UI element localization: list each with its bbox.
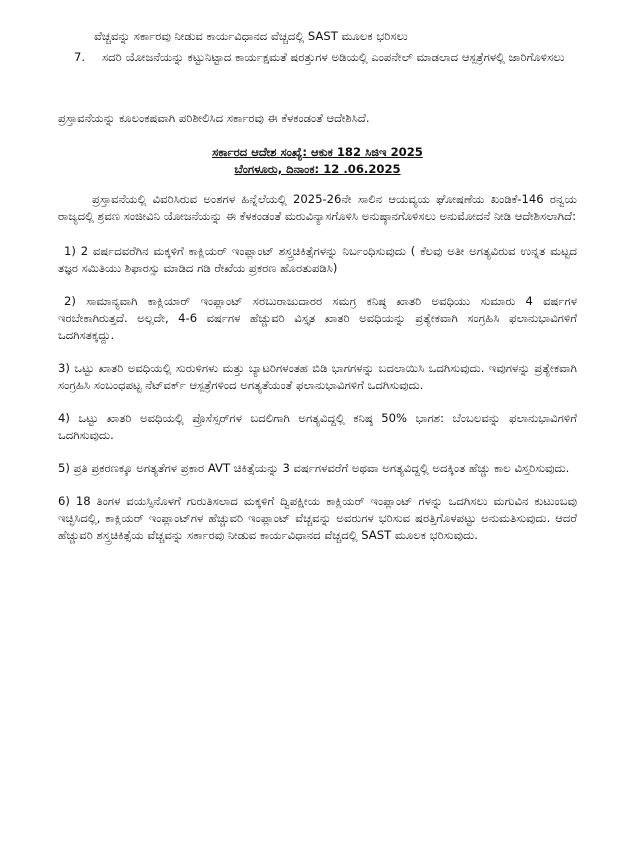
order-point-3: 3) ಒಟ್ಟು ಖಾತರಿ ಅವಧಿಯಲ್ಲಿ ಸುರುಳಿಗಳು ಮತ್ತು ಬ್ಯಾಟರಿಗಳಂತಹ ಬಿಡಿ ಭಾಗಗಳನ್ನು ಬದಲಾಯಿಸಿ ಒದಗಿಸುವುದು. ಇವುಗಳನ್ನು ಪ್ರತ್ಯೇಕವಾಗಿ ಸಂಗ್ರಹಿಸಿ ಸಂಬಂಧಪಟ್ಟ ನೆಟ್‌ವರ್ಕ್ ಆಸ್ಪತ್ರೆಗಳಿಂದ ಅಗತ್ಯತೆಯಂತೆ ಫಲಾನುಭಾವಿಗಳಿಗೆ ಒದಗಿಸುವುದು. — [58, 361, 577, 392]
order-place-date: ಬೆಂಗಳೂರು, ದಿನಾಂಕ: 12 .06.2025 — [234, 162, 401, 176]
continuation-text: ವೆಚ್ಚವನ್ನು ಸರ್ಕಾರವು ನೀಡುವ ಕಾರ್ಯವಿಧಾನದ ವೆಚ್ಚದಲ್ಲಿ SAST ಮೂಲಕ ಭರಿಸಲು — [94, 29, 408, 43]
order-point-4: 4) ಒಟ್ಟು ಖಾತರಿ ಅವಧಿಯಲ್ಲಿ ಪ್ರೊಸೆಸ್ಸರ್‌ಗಳ ಬದಲಿಗಾಗಿ ಅಗತ್ಯವಿದ್ದಲ್ಲಿ ಕನಿಷ್ಠ 50% ಭಾಗಶ: ಬೆಂಬಲವನ್ನು ಫಲಾನುಭಾವಿಗಳಿಗೆ ಒದಗಿಸುವುದು. — [58, 411, 577, 442]
order-point-2: 2) ಸಾಮಾನ್ಯವಾಗಿ ಕಾಕ್ಲಿಯಾರ್ ಇಂಪ್ಲಾಂಟ್ ಸರಬುರಾಜುದಾರರ ಸಮಗ್ರ ಕನಿಷ್ಠ ಖಾತರಿ ಅವಧಿಯು ಸುಮಾರು 4 ವರ್ಷಗಳ ಇರಬೇಕಾಗಿರುತ್ತದೆ. ಅಲ್ಲದೇ, 4-6 ವರ್ಷಗಳ ಹೆಚ್ಚುವರಿ ವಿಸ್ತೃತ ಖಾತರಿ ಅವಧಿಯನ್ನು ಪ್ರತ್ಯೇಕವಾಗಿ ಸಂಗ್ರಹಿಸಿ ಫಲಾನುಭಾವಿಗಳಿಗೆ ಒದಗಿಸತಕ್ಕದ್ದು. — [58, 294, 577, 342]
order-point-6: 6) 18 ತಿಂಗಳ ವಯಸ್ಸಿನೊಳಗೆ ಗುರುತಿಸಲಾದ ಮಕ್ಕಳಿಗೆ ದ್ವಿಪಕ್ಷೀಯ ಕಾಕ್ಲಿಯರ್ ಇಂಪ್ಲಾಂಟ್ ಗಳನ್ನು ಒದಗಿಸಲು ಮಗುವಿನ ಕುಟುಂಬವು ಇಚ್ಛಿಸಿದಲ್ಲಿ, ಕಾಕ್ಲಿಯರ್ ಇಂಪ್ಲಾಂಟ್‌ಗಳ ಹೆಚ್ಚುವರಿ ಇಂಪ್ಲಾಂಟ್ ವೆಚ್ಚವನ್ನು ಅವರುಗಳ ಭರಿಸುವ ಷರತ್ತಿಗೊಳಪಟ್ಟು ಅನುಮತಿಸುವುದು. ಆದರೆ ಹೆಚ್ಚುವರಿ ಶಸ್ತ್ರಚಿಕಿತ್ಸೆಯ ವೆಚ್ಚವನ್ನು ಸರ್ಕಾರವು ನೀಡುವ ಕಾರ್ಯವಿಧಾನದ ವೆಚ್ಚದಲ್ಲಿ SAST ಮೂಲಕ ಭರಿಸುವುದು. — [58, 494, 577, 542]
list-item-number: 7. — [74, 50, 86, 64]
order-point-5: 5) ಪ್ರತಿ ಪ್ರಕರಣಕ್ಕೂ ಅಗತ್ಯತೆಗಳ ಪ್ರಕಾರ AVT ಚಿಕಿತ್ಸೆಯನ್ನು 3 ವರ್ಷಗಳವರೆಗೆ ಅಥವಾ ಅಗತ್ಯವಿದ್ದಲ್ಲಿ ಅದಕ್ಕಿಂತ ಹೆಚ್ಚು ಕಾಲ ವಿಸ್ತರಿಸುವುದು. — [58, 461, 570, 475]
list-item-7 — [74, 49, 577, 66]
order-point-1: 1) 2 ವರ್ಷದವರೆಗಿನ ಮಕ್ಕಳಿಗೆ ಕಾಕ್ಲಿಯರ್ ಇಂಪ್ಲಾಂಟ್ ಶಸ್ತ್ರಚಿಕಿತ್ಸೆಗಳನ್ನು ನಿರ್ಬಂಧಿಸುವುದು ( ಕೆಲವು ಅತೀ ಅಗತ್ಯವಿರುವ ಉನ್ನತ ಮಟ್ಟದ ತಜ್ಞರ ಸಮಿತಿಯು ಶಿಫಾರಸ್ಸು ಮಾಡಿದ ಗಡಿ ರೇಖೆಯ ಪ್ರಕರಣ ಹೊರತುಪಡಿಸಿ) — [58, 244, 577, 275]
document-page — [0, 28, 633, 859]
order-body-paragraph: ಪ್ರಸ್ತಾವನೆಯಲ್ಲಿ ವಿವರಿಸಿರುವ ಅಂಶಗಳ ಹಿನ್ನೆಲೆಯಲ್ಲಿ 2025-26ನೇ ಸಾಲಿನ ಆಯವ್ಯಯ ಘೋಷಣೆಯ ಖಂಡಿಕೆ-146 ರನ್ವಯ ರಾಜ್ಯದಲ್ಲಿ ಶ್ರವಣ ಸಂಜೀವಿನಿ ಯೋಜನೆಯನ್ನು ಈ ಕೆಳಕಂಡಂತೆ ಮರುವಿನ್ಯಾಸಗೊಳಿಸಿ ಅನುಷ್ಠಾನಗೊಳಿಸಲು ಅನುಮೋದನೆ ನೀಡಿ ಆದೇಶಿಸಲಾಗಿದೆ: — [58, 192, 577, 223]
order-number-heading: ಸರ್ಕಾರದ ಆದೇಶ ಸಂಖ್ಯೆ: ಆಕುಕ 182 ಸಿಜಿಇ 2025 — [212, 145, 423, 159]
list-item-text: ಸದರಿ ಯೋಜನೆಯನ್ನು ಕಟ್ಟುನಿಟ್ಟಾದ ಕಾರ್ಯಕ್ಷಮತೆ ಷರತ್ತುಗಳ ಅಡಿಯಲ್ಲಿ ಎಂಪನೇಲ್ ಮಾಡಲಾದ ಆಸ್ಪತ್ರೆಗಳಲ್ಲಿ ಜಾರಿಗೊಳಿಸಲು — [102, 50, 565, 64]
intro-statement: ಪ್ರಸ್ತಾವನೆಯನ್ನು ಕೂಲಂಕಷವಾಗಿ ಪರಿಶೀಲಿಸಿದ ಸರ್ಕಾರವು ಈ ಕೆಳಕಂಡಂತೆ ಆದೇಶಿಸಿದೆ. — [58, 111, 370, 125]
